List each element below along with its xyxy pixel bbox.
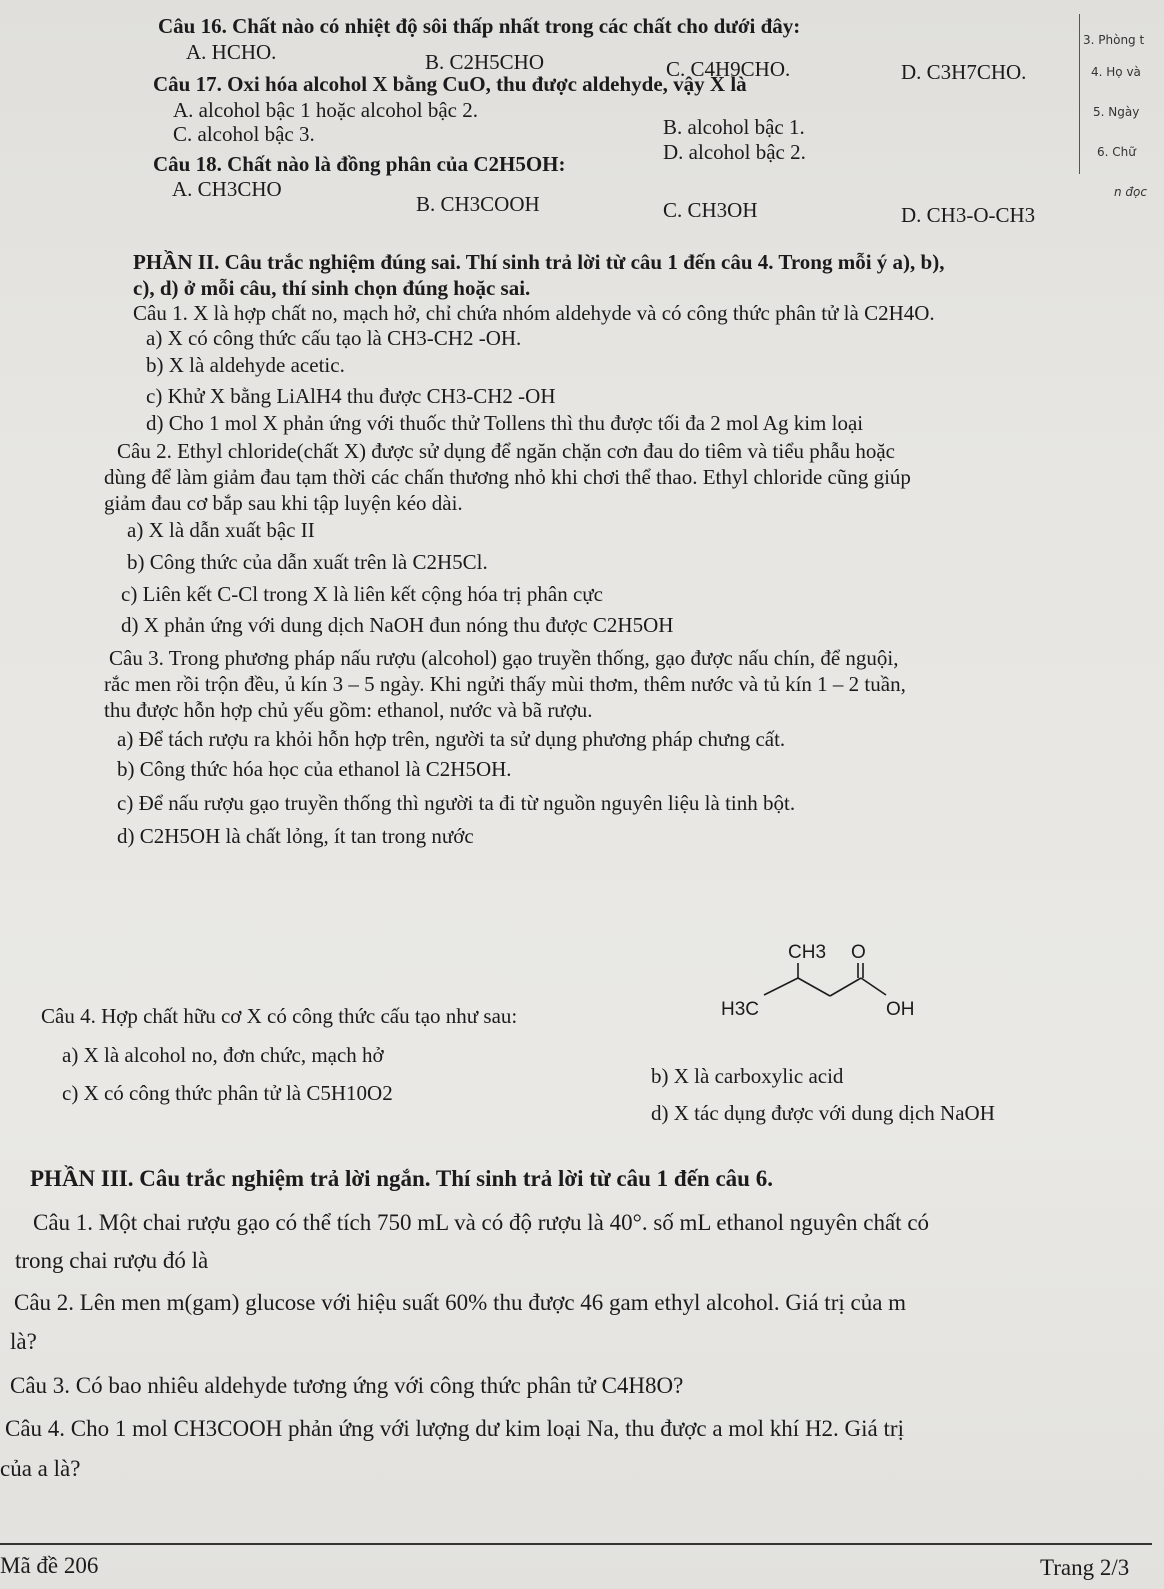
bond-ch2-c [830, 978, 861, 996]
q4-structure-diagram [718, 938, 938, 1028]
p3-q2-line1: Câu 2. Lên men m(gam) glucose với hiệu suất 60% thu được 46 gam ethyl alcohol. Giá trị của m [14, 1290, 907, 1315]
p2-q3-stem-line2: rắc men rồi trộn đều, ủ kín 3 – 5 ngày. Khi ngửi thấy mùi thơm, thêm nước và tủ kín 1 – 2 tuần, [104, 672, 906, 696]
p2-q4-stem: Câu 4. Hợp chất hữu cơ X có công thức cấu tạo như sau: [41, 1004, 518, 1028]
q16-option-a: A. HCHO. [186, 40, 277, 64]
p2-q3-a: a) Để tách rượu ra khỏi hỗn hợp trên, người ta sử dụng phương pháp chưng cất. [117, 727, 786, 751]
p2-q1-a: a) X có công thức cấu tạo là CH3-CH2 -OH. [146, 326, 522, 350]
q18-option-d: D. CH3-O-CH3 [901, 203, 1036, 227]
p3-q4-line1: Câu 4. Cho 1 mol CH3COOH phản ứng với lượng dư kim loại Na, thu được a mol khí H2. Giá trị [5, 1416, 904, 1441]
side-note-date: 5. Ngày [1093, 105, 1140, 119]
p2-q3-d: d) C2H5OH là chất lỏng, ít tan trong nước [117, 824, 474, 848]
q18-stem: Câu 18. Chất nào là đồng phân của C2H5OH: [153, 152, 566, 176]
p2-q1-b: b) X là aldehyde acetic. [146, 353, 345, 377]
q17-option-a: A. alcohol bậc 1 hoặc alcohol bậc 2. [173, 98, 478, 122]
side-note-read: n đọc [1114, 185, 1147, 199]
structure-ch3-top: CH3 [788, 942, 827, 963]
p2-q4-d: d) X tác dụng được với dung dịch NaOH [651, 1101, 995, 1125]
page-number: Trang 2/3 [1040, 1555, 1130, 1580]
q18-option-a: A. CH3CHO [172, 177, 282, 201]
footer-rule [0, 1543, 1152, 1545]
p3-q2-line2: là? [10, 1329, 37, 1354]
side-note-name: 4. Họ và [1091, 65, 1141, 79]
p3-q4-line2: của a là? [0, 1456, 81, 1481]
structure-oh: OH [886, 999, 915, 1020]
p2-q2-b: b) Công thức của dẫn xuất trên là C2H5Cl. [127, 550, 488, 574]
q17-option-d: D. alcohol bậc 2. [663, 140, 806, 164]
bond-c-oh [861, 978, 886, 995]
q16-option-b: B. C2H5CHO [425, 50, 545, 74]
p2-q2-a: a) X là dẫn xuất bậc II [127, 518, 315, 542]
part3-heading: PHẦN III. Câu trắc nghiệm trả lời ngắn. Thí sinh trả lời từ câu 1 đến câu 6. [30, 1166, 773, 1191]
side-note-signature: 6. Chữ [1097, 145, 1136, 159]
margin-divider [1079, 14, 1080, 174]
p2-q4-b: b) X là carboxylic acid [651, 1064, 844, 1088]
q18-option-b: B. CH3COOH [416, 192, 540, 216]
p2-q4-a: a) X là alcohol no, đơn chức, mạch hở [62, 1043, 384, 1067]
p2-q2-c: c) Liên kết C-Cl trong X là liên kết cộng hóa trị phân cực [121, 582, 603, 606]
q18-option-c: C. CH3OH [663, 198, 758, 222]
exam-code: Mã đề 206 [0, 1553, 99, 1578]
p2-q4-c: c) X có công thức phân tử là C5H10O2 [62, 1081, 393, 1105]
q17-option-b: B. alcohol bậc 1. [663, 115, 805, 139]
structure-h3c: H3C [721, 999, 760, 1020]
p2-q2-stem-line2: dùng để làm giảm đau tạm thời các chấn thương nhỏ khi chơi thể thao. Ethyl chloride cũng giúp [104, 465, 911, 489]
q16-stem: Câu 16. Chất nào có nhiệt độ sôi thấp nhất trong các chất cho dưới đây: [158, 14, 801, 38]
structure-oxygen: O [851, 942, 866, 963]
p2-q1-c: c) Khử X bằng LiAlH4 thu được CH3-CH2 -OH [146, 384, 556, 408]
q17-option-c: C. alcohol bậc 3. [173, 122, 315, 146]
p2-q1-stem: Câu 1. X là hợp chất no, mạch hở, chỉ chứa nhóm aldehyde và có công thức phân tử là C2H4O. [133, 301, 935, 325]
bond-h3c-ch [764, 978, 798, 995]
q17-stem: Câu 17. Oxi hóa alcohol X bằng CuO, thu được aldehyde, vậy X là [153, 72, 747, 96]
bond-ch-ch2 [798, 978, 830, 996]
p2-q3-c: c) Để nấu rượu gạo truyền thống thì người ta đi từ nguồn nguyên liệu là tinh bột. [117, 791, 796, 815]
p2-q1-d: d) Cho 1 mol X phản ứng với thuốc thử Tollens thì thu được tối đa 2 mol Ag kim loại [146, 411, 864, 435]
part2-heading-line1: PHẦN II. Câu trắc nghiệm đúng sai. Thí sinh trả lời từ câu 1 đến câu 4. Trong mỗi ý a), b), [133, 250, 945, 274]
q16-option-c: C. C4H9CHO. [666, 57, 791, 81]
side-note-room: 3. Phòng t [1083, 33, 1145, 47]
p3-q1-line2: trong chai rượu đó là [15, 1248, 209, 1273]
p2-q3-b: b) Công thức hóa học của ethanol là C2H5OH. [117, 757, 512, 781]
p2-q3-stem-line1: Câu 3. Trong phương pháp nấu rượu (alcohol) gạo truyền thống, gạo được nấu chín, để nguội, [109, 646, 899, 670]
q16-option-d: D. C3H7CHO. [901, 60, 1027, 84]
part2-heading-line2: c), d) ở mỗi câu, thí sinh chọn đúng hoặc sai. [133, 276, 531, 300]
structure-bonds [764, 963, 886, 996]
p2-q2-stem-line3: giảm đau cơ bắp sau khi tập luyện kéo dài. [104, 491, 463, 515]
p3-q1-line1: Câu 1. Một chai rượu gạo có thể tích 750 mL và có độ rượu là 40°. số mL ethanol nguyên chất có [33, 1210, 930, 1235]
p3-q3: Câu 3. Có bao nhiêu aldehyde tương ứng với công thức phân tử C4H8O? [10, 1373, 684, 1398]
p2-q2-stem-line1: Câu 2. Ethyl chloride(chất X) được sử dụng để ngăn chặn cơn đau do tiêm và tiểu phẫu hoặc [117, 439, 895, 463]
p2-q3-stem-line3: thu được hỗn hợp chủ yếu gồm: ethanol, nước và bã rượu. [104, 698, 593, 722]
p2-q2-d: d) X phản ứng với dung dịch NaOH đun nóng thu được C2H5OH [121, 613, 674, 637]
